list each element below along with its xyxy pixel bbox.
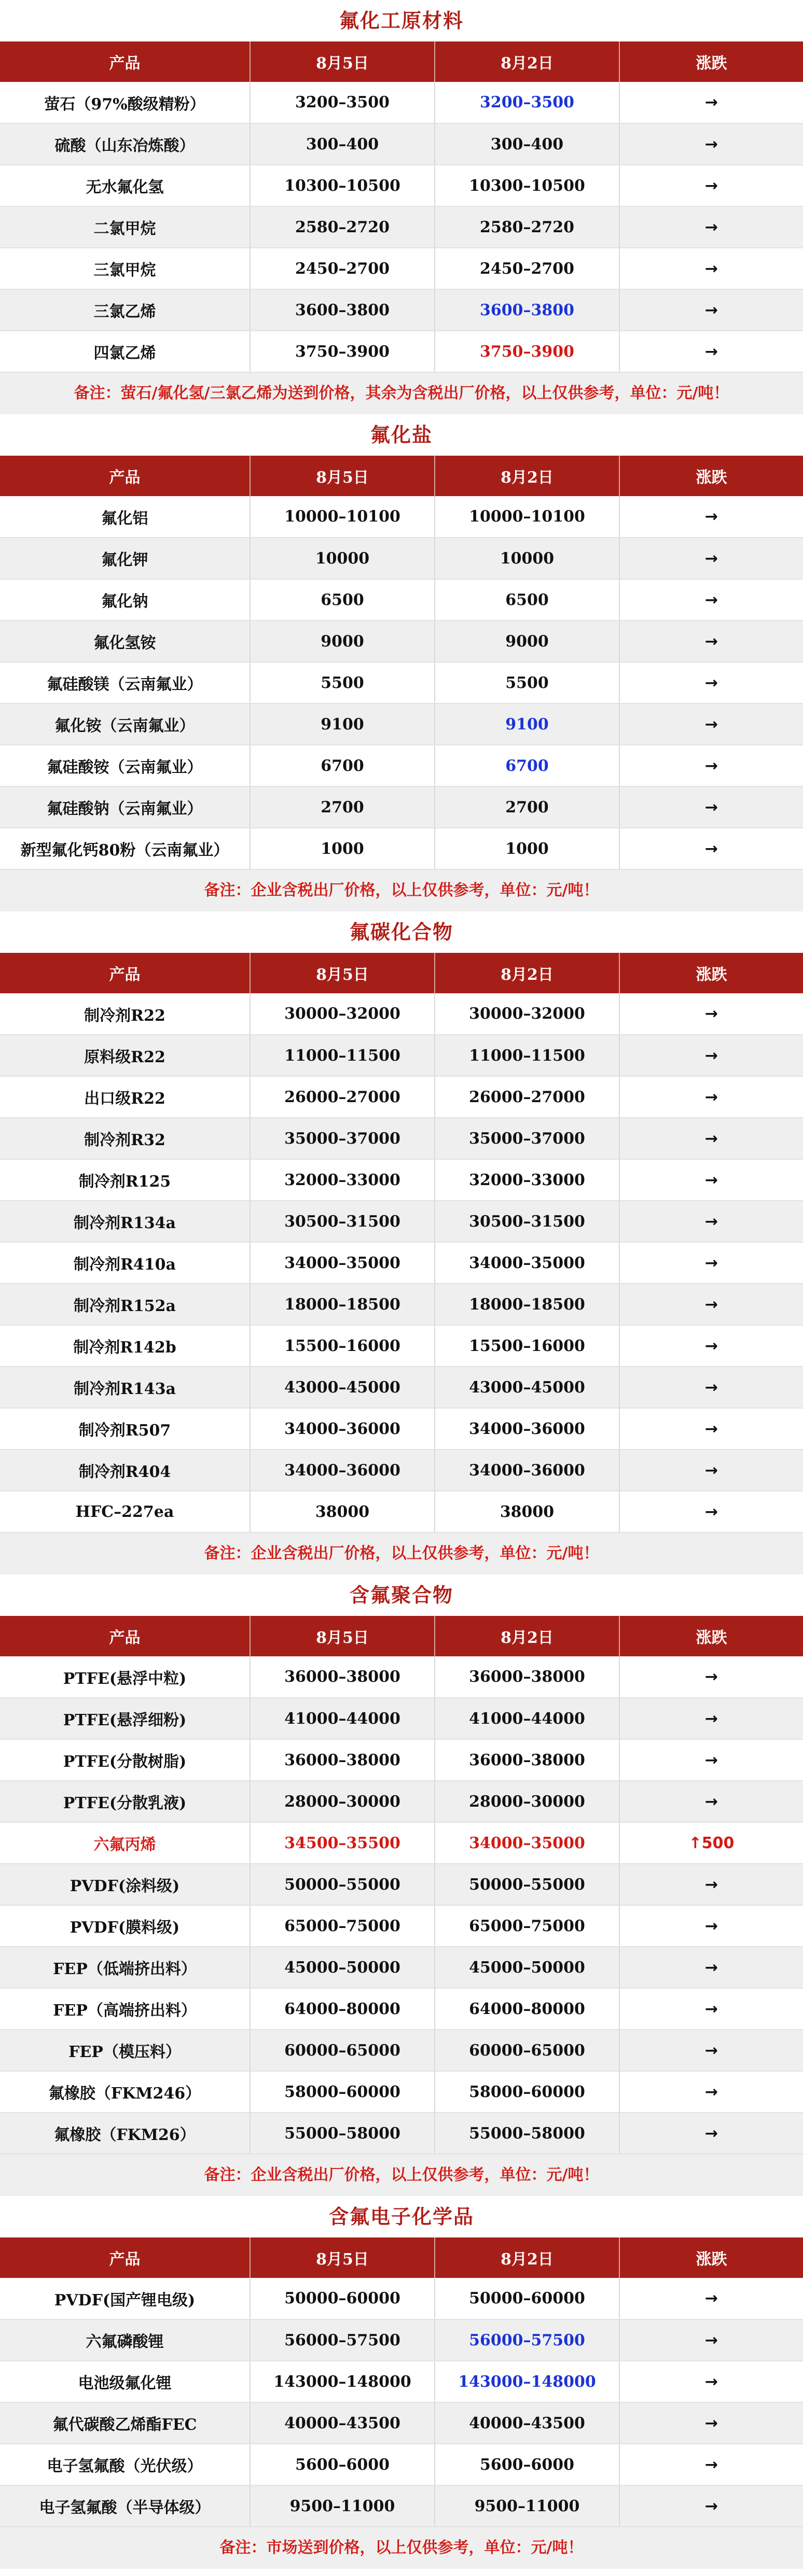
price-previous-cell: 34000–35000 [435,1822,619,1864]
change-cell: → [619,993,803,1035]
table-header-row [0,41,803,82]
header-product: 产品 [0,456,250,496]
section-note: 备注：市场送到价格，以上仅供参考，单位：元/吨！ [0,2527,803,2569]
price-current-cell: 28000–30000 [250,1781,435,1822]
price-current-cell: 3600–3800 [250,289,435,331]
price-current-cell: 36000–38000 [250,1656,435,1698]
price-previous-cell: 36000–38000 [435,1656,619,1698]
product-name-cell: 制冷剂R507 [0,1408,250,1449]
product-name-cell: 四氯乙烯 [0,331,250,372]
product-name-cell: 制冷剂R410a [0,1242,250,1284]
section-note: 备注：萤石/氟化氢/三氯乙烯为送到价格，其余为含税出厂价格，以上仅供参考，单位：元/吨！ [0,373,803,414]
price-table [0,41,803,373]
section-note: 备注：企业含税出厂价格，以上仅供参考，单位：元/吨！ [0,2155,803,2196]
change-cell: → [619,1284,803,1325]
price-current-cell: 35000–37000 [250,1118,435,1159]
change-cell: → [619,1118,803,1159]
product-name-cell: 制冷剂R125 [0,1159,250,1201]
price-current-cell: 30000–32000 [250,993,435,1035]
table-row [0,206,803,248]
table-row [0,1656,803,1698]
table-row [0,703,803,745]
price-previous-cell: 15500–16000 [435,1325,619,1367]
product-name-cell: PVDF(膜料级) [0,1905,250,1947]
price-section [0,414,803,911]
table-header-row [0,1616,803,1656]
change-cell: → [619,1781,803,1822]
price-current-cell: 10000–10100 [250,496,435,538]
product-name-cell: 制冷剂R404 [0,1449,250,1491]
change-cell: → [619,331,803,372]
price-current-cell: 10300–10500 [250,165,435,206]
change-cell: → [619,289,803,331]
product-name-cell: 六氟丙烯 [0,1822,250,1864]
table-row [0,2071,803,2113]
table-row [0,1491,803,1532]
product-name-cell: 氟化铵（云南氟业） [0,703,250,745]
change-cell: → [619,703,803,745]
change-cell: → [619,123,803,165]
price-current-cell: 6700 [250,745,435,786]
price-previous-cell: 55000–58000 [435,2113,619,2154]
table-row [0,2113,803,2154]
table-row [0,993,803,1035]
change-cell: → [619,2071,803,2113]
price-previous-cell: 58000–60000 [435,2071,619,2113]
price-previous-cell: 40000–43500 [435,2402,619,2444]
change-cell: → [619,248,803,289]
product-name-cell: 制冷剂R32 [0,1118,250,1159]
header-product: 产品 [0,953,250,993]
header-product: 产品 [0,2237,250,2278]
table-row [0,1449,803,1491]
change-cell: → [619,1698,803,1739]
change-cell: → [619,2485,803,2527]
price-previous-cell: 36000–38000 [435,1739,619,1781]
change-cell: → [619,1325,803,1367]
price-current-cell: 2450–2700 [250,248,435,289]
header-date-current: 8月5日 [250,2237,435,2278]
table-row [0,1864,803,1905]
header-product: 产品 [0,41,250,82]
table-row [0,1408,803,1449]
section-note: 备注：企业含税出厂价格，以上仅供参考，单位：元/吨！ [0,1533,803,1574]
price-current-cell: 1000 [250,828,435,869]
price-previous-cell: 1000 [435,828,619,869]
change-cell: → [619,1656,803,1698]
price-previous-cell: 45000–50000 [435,1947,619,1988]
table-row [0,2444,803,2485]
section-title: 含氟电子化学品 [328,2205,474,2228]
table-row [0,1159,803,1201]
table-row [0,1781,803,1822]
price-current-cell: 34000–35000 [250,1242,435,1284]
price-current-cell: 15500–16000 [250,1325,435,1367]
product-name-cell: 制冷剂R134a [0,1201,250,1242]
product-name-cell: 无水氟化氢 [0,165,250,206]
price-current-cell: 43000–45000 [250,1367,435,1408]
table-row [0,1739,803,1781]
price-section [0,1574,803,2196]
product-name-cell: 萤石（97%酸级精粉） [0,82,250,123]
section-note: 备注：企业含税出厂价格，以上仅供参考，单位：元/吨！ [0,870,803,911]
table-row [0,1325,803,1367]
price-current-cell: 9000 [250,621,435,662]
price-previous-cell: 26000–27000 [435,1076,619,1118]
table-row [0,2361,803,2402]
change-cell: → [619,1367,803,1408]
table-header-row [0,456,803,496]
price-current-cell: 56000–57500 [250,2319,435,2361]
change-cell: → [619,1449,803,1491]
change-cell: → [619,2444,803,2485]
table-row [0,1988,803,2030]
product-name-cell: HFC–227ea [0,1491,250,1532]
product-name-cell: 硫酸（山东冶炼酸） [0,123,250,165]
change-cell: → [619,1864,803,1905]
table-row [0,2278,803,2319]
product-name-cell: FEP（模压料） [0,2030,250,2071]
product-name-cell: 制冷剂R152a [0,1284,250,1325]
product-name-cell: 制冷剂R22 [0,993,250,1035]
change-cell: → [619,2278,803,2319]
table-row [0,579,803,621]
product-name-cell: 氟硅酸钠（云南氟业） [0,786,250,828]
product-name-cell: PTFE(分散树脂) [0,1739,250,1781]
table-row [0,82,803,123]
header-date-current: 8月5日 [250,1616,435,1656]
price-table [0,2237,803,2527]
price-current-cell: 9500–11000 [250,2485,435,2527]
price-previous-cell: 43000–45000 [435,1367,619,1408]
price-previous-cell: 9000 [435,621,619,662]
price-current-cell: 30500–31500 [250,1201,435,1242]
price-previous-cell: 28000–30000 [435,1781,619,1822]
header-date-previous: 8月2日 [435,1616,619,1656]
price-current-cell: 6500 [250,579,435,621]
price-current-cell: 2580–2720 [250,206,435,248]
product-name-cell: 氟化铝 [0,496,250,538]
price-current-cell: 26000–27000 [250,1076,435,1118]
price-current-cell: 3200–3500 [250,82,435,123]
price-previous-cell: 9100 [435,703,619,745]
change-cell: → [619,165,803,206]
product-name-cell: PVDF(涂料级) [0,1864,250,1905]
table-row [0,1367,803,1408]
product-name-cell: PTFE(悬浮中粒) [0,1656,250,1698]
product-name-cell: 氟代碳酸乙烯酯FEC [0,2402,250,2444]
change-cell: → [619,1988,803,2030]
header-change: 涨跌 [696,469,727,487]
price-current-cell: 50000–60000 [250,2278,435,2319]
price-current-cell: 18000–18500 [250,1284,435,1325]
price-previous-cell: 65000–75000 [435,1905,619,1947]
change-cell: → [619,828,803,869]
price-previous-cell: 34000–35000 [435,1242,619,1284]
product-name-cell: PTFE(悬浮细粉) [0,1698,250,1739]
price-previous-cell: 6500 [435,579,619,621]
table-row [0,1118,803,1159]
table-row [0,1947,803,1988]
price-current-cell: 3750–3900 [250,331,435,372]
price-current-cell: 34500–35500 [250,1822,435,1864]
price-current-cell: 36000–38000 [250,1739,435,1781]
product-name-cell: FEP（低端挤出料） [0,1947,250,1988]
price-current-cell: 34000–36000 [250,1408,435,1449]
header-date-previous: 8月2日 [435,2237,619,2278]
price-previous-cell: 2580–2720 [435,206,619,248]
table-row [0,1905,803,1947]
price-current-cell: 10000 [250,538,435,579]
price-current-cell: 40000–43500 [250,2402,435,2444]
price-previous-cell: 10300–10500 [435,165,619,206]
price-previous-cell: 10000 [435,538,619,579]
price-current-cell: 34000–36000 [250,1449,435,1491]
price-previous-cell: 300–400 [435,123,619,165]
change-cell: → [619,206,803,248]
table-row [0,496,803,538]
product-name-cell: 制冷剂R143a [0,1367,250,1408]
price-current-cell: 143000–148000 [250,2361,435,2402]
change-cell: → [619,662,803,703]
change-cell: → [619,2361,803,2402]
section-title: 含氟聚合物 [349,1583,453,1607]
price-current-cell: 5600–6000 [250,2444,435,2485]
product-name-cell: FEP（高端挤出料） [0,1988,250,2030]
product-name-cell: 氟橡胶（FKM246） [0,2071,250,2113]
change-cell: → [619,1159,803,1201]
price-table [0,456,803,870]
price-previous-cell: 35000–37000 [435,1118,619,1159]
header-date-previous: 8月2日 [435,456,619,496]
table-row [0,331,803,372]
price-previous-cell: 2700 [435,786,619,828]
price-previous-cell: 30500–31500 [435,1201,619,1242]
price-current-cell: 38000 [250,1491,435,1532]
product-name-cell: 六氟磷酸锂 [0,2319,250,2361]
price-previous-cell: 3750–3900 [435,331,619,372]
table-row [0,1284,803,1325]
change-cell: ↑500 [619,1822,803,1864]
product-name-cell: 电池级氟化锂 [0,2361,250,2402]
product-name-cell: PTFE(分散乳液) [0,1781,250,1822]
table-row [0,828,803,869]
table-row [0,662,803,703]
change-cell: → [619,1076,803,1118]
price-previous-cell: 60000–65000 [435,2030,619,2071]
change-cell: → [619,1739,803,1781]
change-cell: → [619,1242,803,1284]
header-date-current: 8月5日 [250,41,435,82]
table-row [0,1822,803,1864]
price-previous-cell: 34000–36000 [435,1449,619,1491]
product-name-cell: 三氯甲烷 [0,248,250,289]
product-name-cell: 氟化钠 [0,579,250,621]
price-current-cell: 45000–50000 [250,1947,435,1988]
change-cell: → [619,1035,803,1076]
table-row [0,538,803,579]
change-cell: → [619,2402,803,2444]
price-previous-cell: 3200–3500 [435,82,619,123]
price-previous-cell: 38000 [435,1491,619,1532]
table-row [0,2030,803,2071]
price-current-cell: 32000–33000 [250,1159,435,1201]
product-name-cell: 三氯乙烯 [0,289,250,331]
header-date-previous: 8月2日 [435,953,619,993]
product-name-cell: 氟硅酸镁（云南氟业） [0,662,250,703]
table-row [0,123,803,165]
price-previous-cell: 9500–11000 [435,2485,619,2527]
table-row [0,2319,803,2361]
change-cell: → [619,82,803,123]
price-current-cell: 41000–44000 [250,1698,435,1739]
change-cell: → [619,1408,803,1449]
change-cell: → [619,745,803,786]
table-header-row [0,953,803,993]
table-row [0,1698,803,1739]
product-name-cell: 氟化氢铵 [0,621,250,662]
price-previous-cell: 6700 [435,745,619,786]
change-cell: → [619,786,803,828]
price-previous-cell: 64000–80000 [435,1988,619,2030]
header-date-current: 8月5日 [250,456,435,496]
price-previous-cell: 2450–2700 [435,248,619,289]
table-row [0,745,803,786]
price-previous-cell: 50000–60000 [435,2278,619,2319]
price-previous-cell: 30000–32000 [435,993,619,1035]
section-title: 氟化工原材料 [339,9,464,32]
price-previous-cell: 143000–148000 [435,2361,619,2402]
header-date-current: 8月5日 [250,953,435,993]
change-cell: → [619,1905,803,1947]
price-current-cell: 50000–55000 [250,1864,435,1905]
price-previous-cell: 41000–44000 [435,1698,619,1739]
table-row [0,1035,803,1076]
header-change: 涨跌 [696,2250,727,2269]
change-cell: → [619,2030,803,2071]
table-row [0,1076,803,1118]
change-cell: → [619,1201,803,1242]
change-cell: → [619,2113,803,2154]
product-name-cell: 出口级R22 [0,1076,250,1118]
section-title: 氟碳化合物 [349,920,453,944]
price-previous-cell: 50000–55000 [435,1864,619,1905]
header-change: 涨跌 [696,1629,727,1647]
table-row [0,248,803,289]
change-cell: → [619,1947,803,1988]
price-current-cell: 58000–60000 [250,2071,435,2113]
change-cell: → [619,621,803,662]
price-current-cell: 65000–75000 [250,1905,435,1947]
product-name-cell: PVDF(国产锂电级) [0,2278,250,2319]
price-previous-cell: 34000–36000 [435,1408,619,1449]
price-current-cell: 64000–80000 [250,1988,435,2030]
price-previous-cell: 56000–57500 [435,2319,619,2361]
header-product: 产品 [0,1616,250,1656]
price-section [0,911,803,1574]
table-row [0,165,803,206]
price-current-cell: 60000–65000 [250,2030,435,2071]
table-row [0,621,803,662]
product-name-cell: 新型氟化钙80粉（云南氟业） [0,828,250,869]
table-row [0,1242,803,1284]
product-name-cell: 制冷剂R142b [0,1325,250,1367]
table-row [0,2402,803,2444]
price-section [0,0,803,414]
product-name-cell: 氟硅酸铵（云南氟业） [0,745,250,786]
price-previous-cell: 11000–11500 [435,1035,619,1076]
price-previous-cell: 10000–10100 [435,496,619,538]
price-previous-cell: 5600–6000 [435,2444,619,2485]
price-previous-cell: 32000–33000 [435,1159,619,1201]
change-cell: → [619,538,803,579]
price-current-cell: 9100 [250,703,435,745]
price-table [0,953,803,1533]
product-name-cell: 氟橡胶（FKM26） [0,2113,250,2154]
price-current-cell: 11000–11500 [250,1035,435,1076]
header-change: 涨跌 [696,966,727,984]
change-cell: → [619,579,803,621]
product-name-cell: 二氯甲烷 [0,206,250,248]
price-current-cell: 5500 [250,662,435,703]
table-row [0,289,803,331]
change-cell: → [619,2319,803,2361]
price-current-cell: 2700 [250,786,435,828]
price-previous-cell: 5500 [435,662,619,703]
table-row [0,786,803,828]
product-name-cell: 氟化钾 [0,538,250,579]
price-previous-cell: 3600–3800 [435,289,619,331]
product-name-cell: 原料级R22 [0,1035,250,1076]
header-date-previous: 8月2日 [435,41,619,82]
product-name-cell: 电子氢氟酸（半导体级） [0,2485,250,2527]
table-row [0,1201,803,1242]
price-table [0,1616,803,2155]
price-current-cell: 55000–58000 [250,2113,435,2154]
price-current-cell: 300–400 [250,123,435,165]
price-previous-cell: 18000–18500 [435,1284,619,1325]
header-change: 涨跌 [696,54,727,73]
product-name-cell: 电子氢氟酸（光伏级） [0,2444,250,2485]
table-row [0,2485,803,2527]
table-header-row [0,2237,803,2278]
section-title: 氟化盐 [370,423,433,446]
change-cell: → [619,1491,803,1532]
change-cell: → [619,496,803,538]
price-section [0,2196,803,2569]
